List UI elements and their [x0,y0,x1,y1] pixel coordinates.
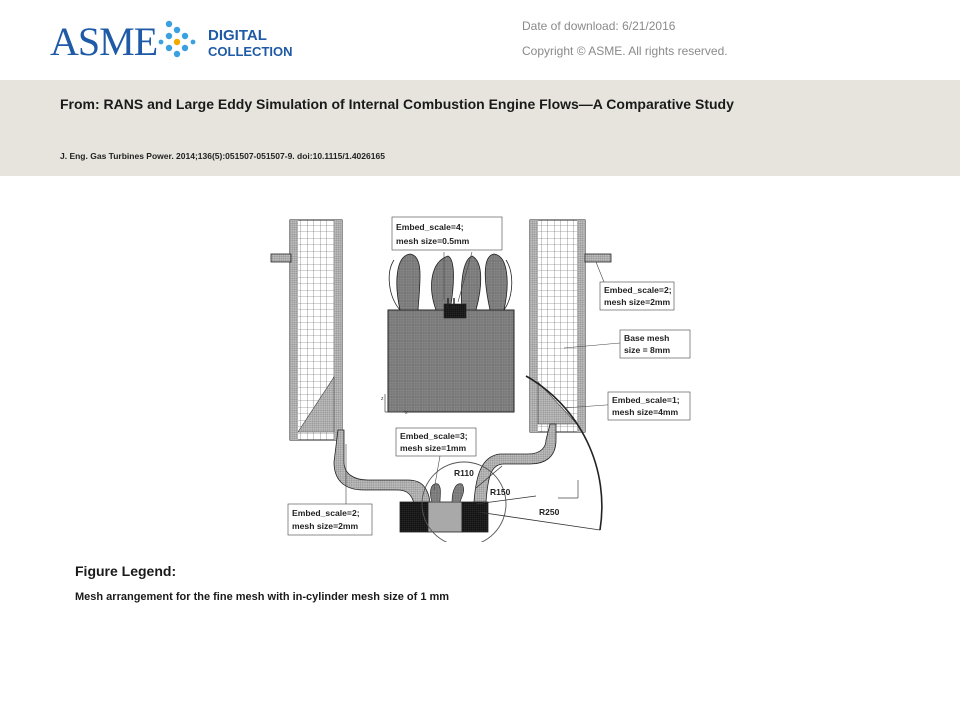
asme-digital-collection-logo [50,8,340,70]
copyright-notice: Copyright © ASME. All rights reserved. [522,44,728,58]
callout-right-3 [608,392,690,420]
radius-r110-label: R110 [454,468,474,478]
callout-mid [396,428,476,456]
callout-left-line1: Embed_scale=2; [292,508,360,518]
callout-right-1 [600,282,674,310]
axis-x-label: x [405,410,408,416]
left-plenum [271,220,342,440]
callout-right-2-line1: Base mesh [624,333,670,343]
callout-left [288,504,372,535]
callout-mid-line1: Embed_scale=3; [400,431,468,441]
axis-indicator-lower [558,480,578,498]
callout-right-1-line2: mesh size=2mm [604,297,671,307]
callout-right-3-line2: mesh size=4mm [612,407,679,417]
logo-asme-text: ASME [50,19,158,64]
right-plenum [530,220,611,432]
callout-right-1-line1: Embed_scale=2; [604,285,672,295]
page-header [0,0,960,80]
logo-digital-text: DIGITAL [208,27,267,44]
article-title: From: RANS and Large Eddy Simulation of Internal Combustion Engine Flows—A Comparative Study [60,96,734,112]
download-date: Date of download: 6/21/2016 [522,19,676,33]
right-runner [474,424,556,502]
engine-cylinder [388,254,514,412]
callout-right-3-line1: Embed_scale=1; [612,395,680,405]
callout-left-line2: mesh size=2mm [292,521,359,531]
callout-top-center-line2: mesh size=0.5mm [396,236,470,246]
logo-collection-text: COLLECTION [208,44,293,59]
axis-z-label: z [381,396,384,402]
callout-top-center [392,217,502,250]
callout-right-2-line2: size = 8mm [624,345,671,355]
logo-dots-icon [159,21,196,57]
radius-r150-label: R150 [490,487,511,497]
figure-legend-text: Mesh arrangement for the fine mesh with in-cylinder mesh size of 1 mm [75,591,450,603]
callout-top-center-line1: Embed_scale=4; [396,222,464,232]
article-citation: J. Eng. Gas Turbines Power. 2014;136(5):051507-051507-9. doi:10.1115/1.4026165 [60,151,385,161]
article-info-band [0,80,960,176]
radius-r250-label: R250 [539,507,560,517]
callout-right-2 [620,330,690,358]
mesh-figure [268,212,692,542]
figure-legend-title: Figure Legend: [75,563,177,579]
callout-mid-line2: mesh size=1mm [400,443,467,453]
